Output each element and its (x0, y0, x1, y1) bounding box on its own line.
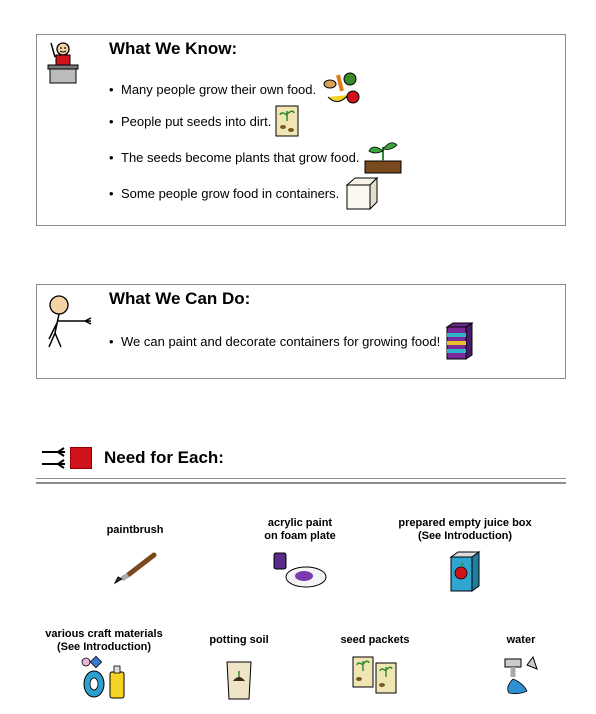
supply-item-craft-materials: various craft materials (See Introduction) (38, 628, 170, 700)
hands-reaching-icon (40, 446, 68, 470)
person-reaching-icon (45, 293, 95, 354)
paintbrush-icon (110, 551, 160, 585)
red-square-icon (70, 447, 92, 469)
divider (36, 478, 566, 479)
decorated-box-icon (444, 321, 474, 361)
supply-item-paintbrush: paintbrush (90, 524, 180, 585)
supply-item-acrylic-paint: acrylic paint on foam plate (240, 517, 360, 589)
craft-materials-icon (78, 656, 130, 700)
supply-item-potting-soil: potting soil (196, 634, 282, 701)
paint-plate-icon (270, 549, 330, 589)
need-for-each-title: Need for Each: (104, 448, 224, 467)
divider (36, 482, 566, 484)
food-icon (320, 71, 362, 107)
what-we-know-panel (36, 34, 566, 226)
list-item: • We can paint and decorate containers for growing food! (109, 321, 474, 361)
water-tap-icon (497, 655, 545, 695)
what-we-can-do-panel (36, 284, 566, 379)
student-at-desk-icon (45, 41, 83, 90)
list-item: • People put seeds into dirt. (109, 105, 299, 137)
supply-item-seed-packets: seed packets (330, 634, 420, 695)
sprout-icon (363, 139, 403, 175)
juice-box-icon (448, 549, 482, 593)
seed-packet-icon (275, 105, 299, 137)
supply-item-water: water (486, 634, 556, 695)
container-icon (343, 175, 381, 211)
need-for-each-header (40, 446, 224, 470)
list-item: • Some people grow food in containers. (109, 175, 381, 211)
what-we-know-title: What We Know: (109, 39, 238, 58)
list-item: • Many people grow their own food. (109, 71, 362, 107)
soil-bag-icon (224, 659, 254, 701)
seed-packets-icon (351, 655, 399, 695)
list-item: • The seeds become plants that grow food. (109, 139, 403, 175)
what-we-can-do-title: What We Can Do: (109, 289, 251, 308)
supply-item-juice-box: prepared empty juice box (See Introduction) (390, 517, 540, 593)
